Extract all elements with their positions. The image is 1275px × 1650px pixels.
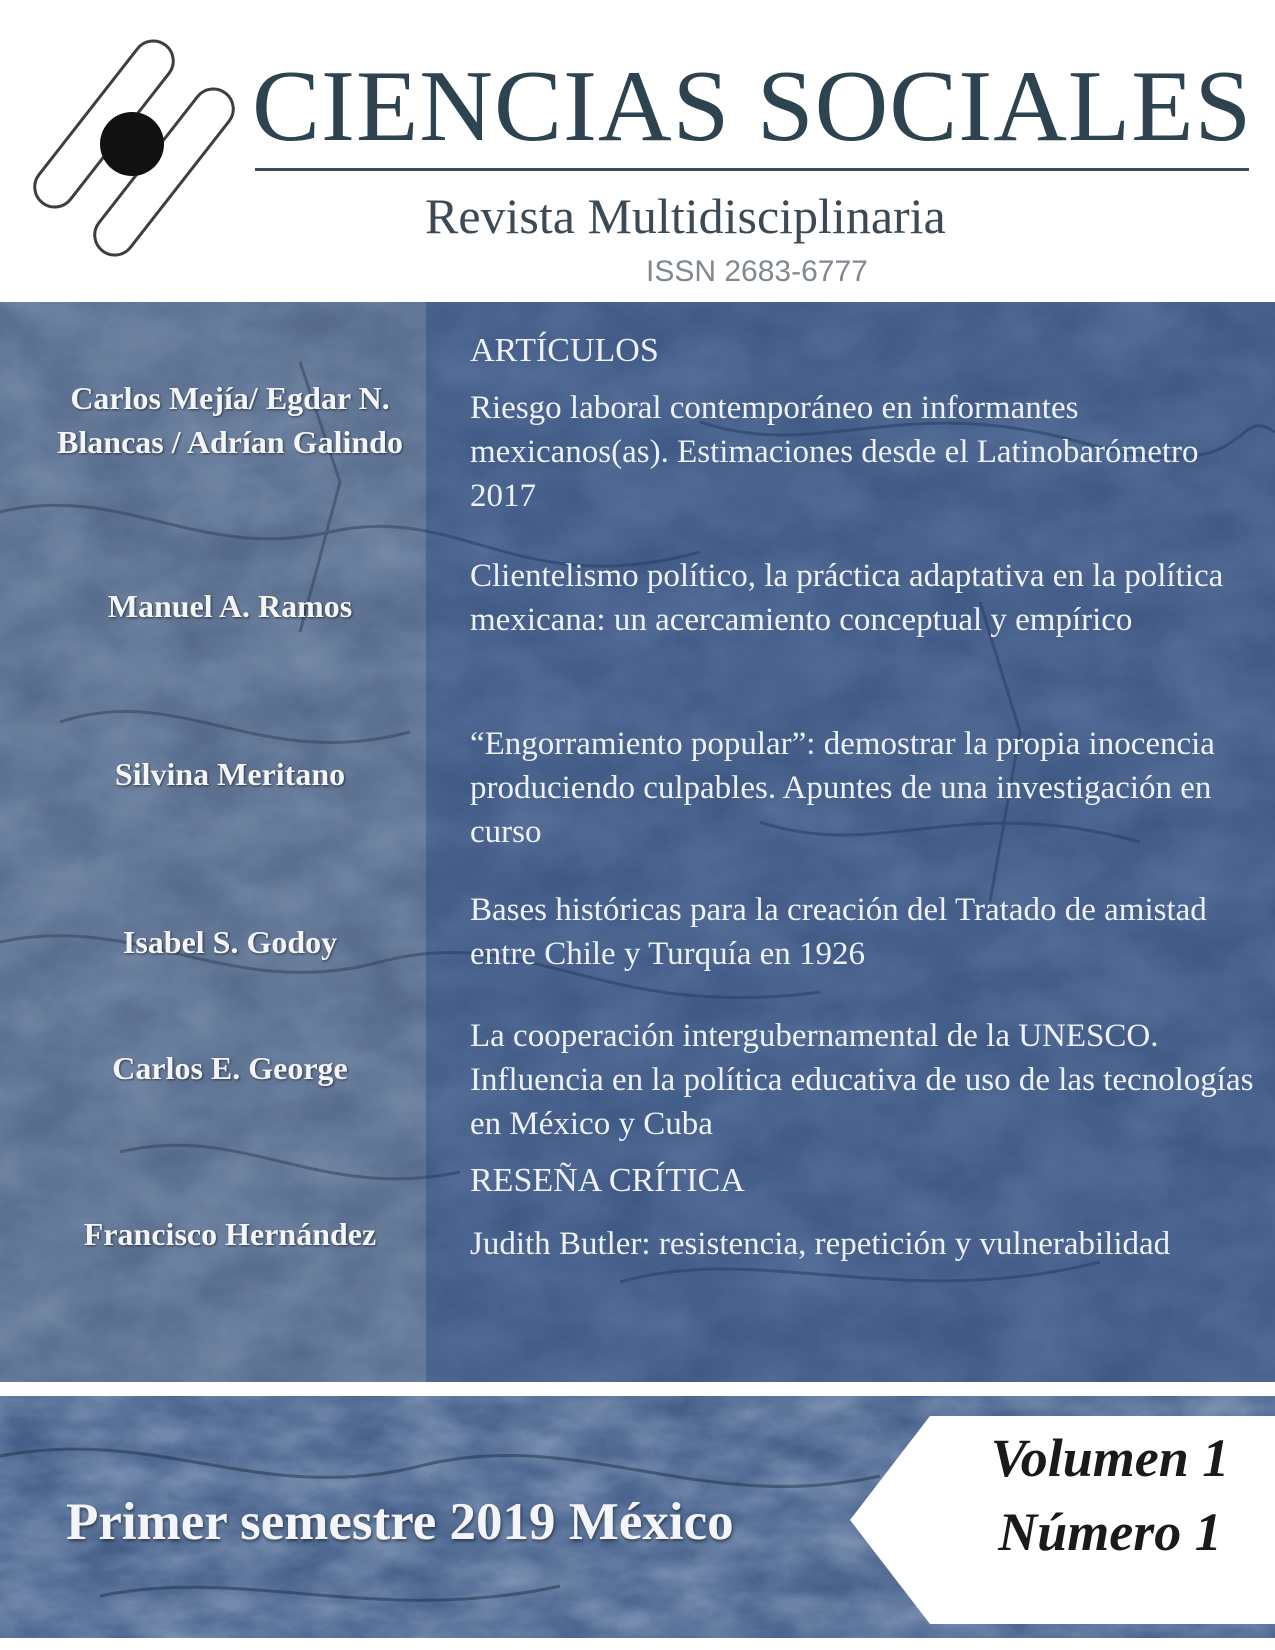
- journal-subtitle: Revista Multidisciplinaria: [425, 188, 946, 244]
- article-author: Carlos E. George: [112, 1050, 348, 1086]
- title-divider: [255, 168, 1249, 171]
- article-title[interactable]: Bases históricas para la creación del Tratado de amistad entre Chile y Turquía en 1926: [470, 892, 1207, 972]
- white-divider-strip: [0, 1382, 1275, 1396]
- review-title[interactable]: Judith Butler: resistencia, repetición y vulnerabilidad: [470, 1226, 1171, 1262]
- bottom-border: [0, 1638, 1275, 1650]
- article-title[interactable]: La cooperación intergubernamental de la UNESCO. Influencia en la política educativa de uso de las tecnologías en México y Cuba: [470, 1018, 1254, 1142]
- journal-title: CIENCIAS SOCIALES: [252, 50, 1253, 163]
- article-title[interactable]: “Engorramiento popular”: demostrar la propia inocencia produciendo culpables. Apuntes de una investigación en curso: [470, 726, 1215, 850]
- articles-heading: ARTÍCULOS: [470, 332, 659, 369]
- review-heading: RESEÑA CRÍTICA: [470, 1162, 745, 1199]
- article-title[interactable]: Clientelismo político, la práctica adaptativa en la política mexicana: un acercamiento conceptual y empírico: [470, 558, 1224, 638]
- journal-logo-icon: [28, 28, 238, 268]
- article-title[interactable]: Riesgo laboral contemporáneo en informantes mexicanos(as). Estimaciones desde el Latinobarómetro 2017: [470, 390, 1199, 514]
- article-author: Manuel A. Ramos: [107, 588, 353, 624]
- review-author: Francisco Hernández: [83, 1216, 377, 1252]
- article-author: Carlos Mejía/ Egdar N. Blancas / Adrían Galindo: [57, 380, 403, 460]
- article-author: Isabel S. Godoy: [122, 924, 338, 960]
- article-author: Silvina Meritano: [114, 756, 346, 792]
- volume-number: Volumen 1: [990, 1428, 1230, 1488]
- issn-number: ISSN 2683-6777: [646, 255, 868, 288]
- publication-period: Primer semestre 2019 México: [66, 1493, 734, 1551]
- issue-number: Número 1: [998, 1502, 1222, 1562]
